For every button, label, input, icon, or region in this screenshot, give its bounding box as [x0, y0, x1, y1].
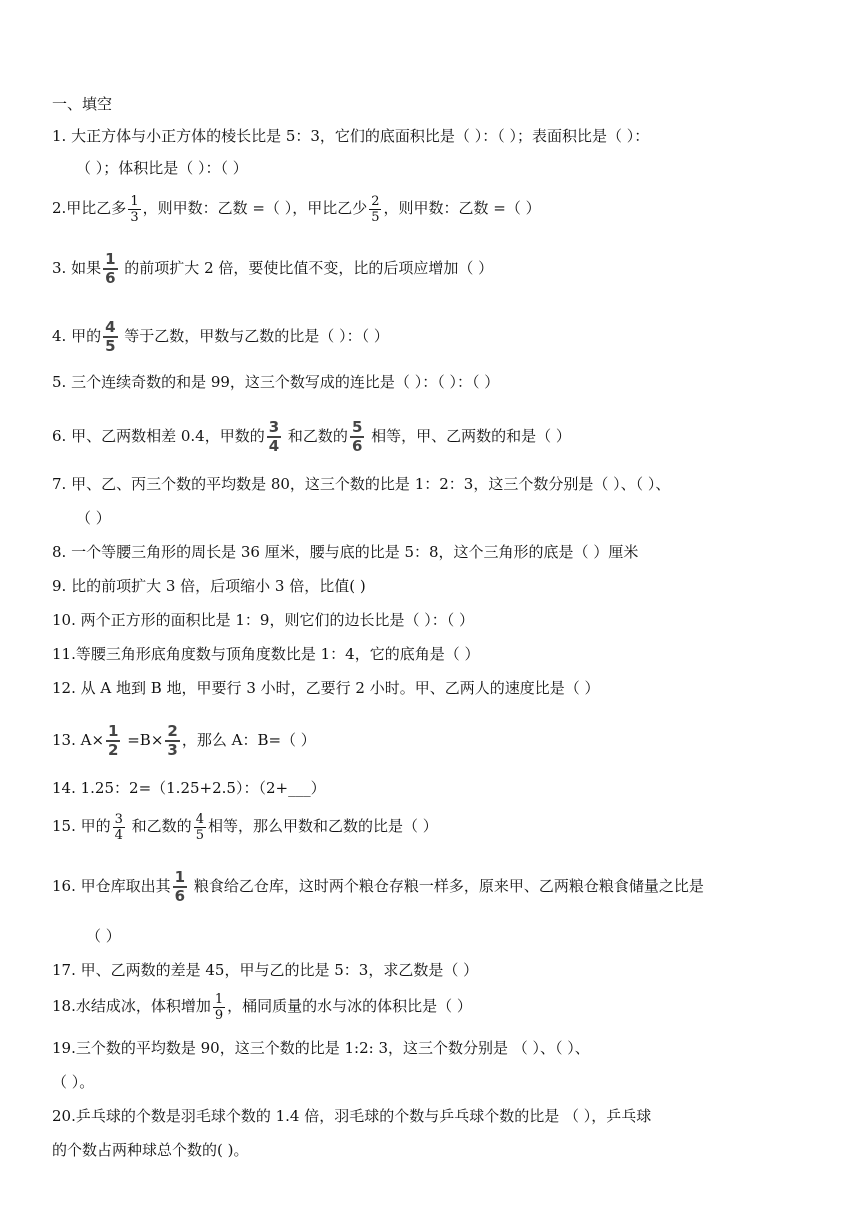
question-17: 17. 甲、乙两数的差是 45，甲与乙的比是 5：3，求乙数是（ ） — [52, 961, 479, 979]
question-5: 5. 三个连续奇数的和是 99，这三个数写成的连比是（ ）：（ ）：（ ） — [52, 373, 500, 391]
question-13-text-b: =B× — [122, 731, 164, 749]
question-15-text-c: 相等，那么甲数和乙数的比是（ ） — [207, 817, 438, 835]
fraction-four-fifths: $\frac{4}{5}$ — [195, 811, 204, 843]
fraction-two-fifths: $\frac{2}{5}$ — [371, 193, 380, 225]
question-3-text-a: 3. 如果 — [52, 259, 102, 277]
question-4 — [52, 316, 389, 356]
question-7-line-1: 7. 甲、乙、丙三个数的平均数是 80，这三个数的比是 1：2：3，这三个数分别是（ ）、（ ）、 — [52, 475, 671, 493]
question-13-text-a: 13. A× — [52, 731, 105, 749]
question-3 — [52, 248, 493, 288]
question-9: 9. 比的前项扩大 3 倍，后项缩小 3 倍，比值( ) — [52, 577, 366, 595]
fraction-five-sixths: $\frac{5}{6}$ — [351, 418, 363, 455]
question-2-text-a: 2.甲比乙多 — [52, 199, 127, 217]
question-11: 11.等腰三角形底角度数与顶角度数比是 1：4，它的底角是（ ） — [52, 645, 480, 663]
fraction-one-sixth: $\frac{1}{6}$ — [105, 250, 116, 287]
question-2-text-b: ，则甲数：乙数 =（ ），甲比乙少 — [142, 199, 368, 217]
fraction-one-ninth: $\frac{1}{9}$ — [214, 991, 224, 1023]
fraction-one-half: $\frac{1}{2}$ — [108, 722, 119, 759]
question-15-text-a: 15. 甲的 — [52, 817, 111, 835]
question-1-line-1: 1. 大正方体与小正方体的棱长比是 5：3，它们的底面积比是（ ）：（ ）；表面积比是（ ）： — [52, 127, 650, 145]
question-19-line-2: （ ）。 — [52, 1073, 95, 1091]
question-6-text-c: 相等，甲、乙两数的和是（ ） — [366, 427, 571, 445]
question-12: 12. 从 A 地到 B 地，甲要行 3 小时，乙要行 2 小时。甲、乙两人的速度比是（ ） — [52, 679, 600, 697]
question-6-text-a: 6. 甲、乙两数相差 0.4，甲数的 — [52, 427, 265, 445]
question-18 — [52, 986, 472, 1026]
question-16-text-a: 16. 甲仓库取出其 — [52, 877, 171, 895]
question-20-line-1: 20.乒乓球的个数是羽毛球个数的 1.4 倍，羽毛球的个数与乒乓球个数的比是 （ ），乒乓球 — [52, 1107, 652, 1125]
question-4-text-b: 等于乙数，甲数与乙数的比是（ ）：（ ） — [119, 327, 389, 345]
question-18-text-b: ，桶同质量的水与冰的体积比是（ ） — [227, 997, 472, 1015]
section-title: 一、填空 — [52, 95, 113, 113]
question-8: 8. 一个等腰三角形的周长是 36 厘米，腰与底的比是 5：8，这个三角形的底是（ ）厘米 — [52, 543, 639, 561]
fraction-two-thirds: $\frac{2}{3}$ — [167, 722, 178, 759]
fraction-one-third: $\frac{1}{3}$ — [130, 193, 139, 225]
fraction-one-sixth: $\frac{1}{6}$ — [174, 868, 186, 905]
question-6 — [52, 416, 571, 456]
question-19-line-1: 19.三个数的平均数是 90，这三个数的比是 1:2: 3，这三个数分别是 （ ）、（ ）、 — [52, 1039, 590, 1057]
question-15-text-b: 和乙数的 — [126, 817, 192, 835]
question-2-text-c: ，则甲数：乙数 =（ ） — [383, 199, 541, 217]
fraction-four-fifths: $\frac{4}{5}$ — [105, 318, 116, 355]
question-15 — [52, 806, 438, 846]
question-14: 14. 1.25：2=（1.25+2.5）：（2+___） — [52, 779, 326, 797]
question-13 — [52, 720, 316, 760]
question-20-line-2: 的个数占两种球总个数的( )。 — [52, 1141, 249, 1159]
question-3-text-b: 的前项扩大 2 倍，要使比值不变，比的后项应增加（ ） — [119, 259, 494, 277]
question-16-line-1 — [52, 866, 704, 906]
question-16-text-b: 粮食给乙仓库，这时两个粮仓存粮一样多，原来甲、乙两粮仓粮食储量之比是 — [189, 877, 704, 895]
question-13-text-c: ，那么 A：B=（ ） — [181, 731, 316, 749]
question-4-text-a: 4. 甲的 — [52, 327, 102, 345]
question-16-line-2: （ ） — [86, 927, 121, 945]
question-10: 10. 两个正方形的面积比是 1：9，则它们的边长比是（ ）：（ ） — [52, 611, 475, 629]
question-1-line-2: （ ）；体积比是（ ）：（ ） — [76, 159, 248, 177]
question-2 — [52, 188, 541, 228]
fraction-three-fourths: $\frac{3}{4}$ — [268, 418, 280, 455]
fraction-three-fourths: $\frac{3}{4}$ — [114, 811, 123, 843]
question-6-text-b: 和乙数的 — [283, 427, 348, 445]
question-7-line-2: （ ） — [76, 509, 111, 527]
question-18-text-a: 18.水结成冰，体积增加 — [52, 997, 211, 1015]
